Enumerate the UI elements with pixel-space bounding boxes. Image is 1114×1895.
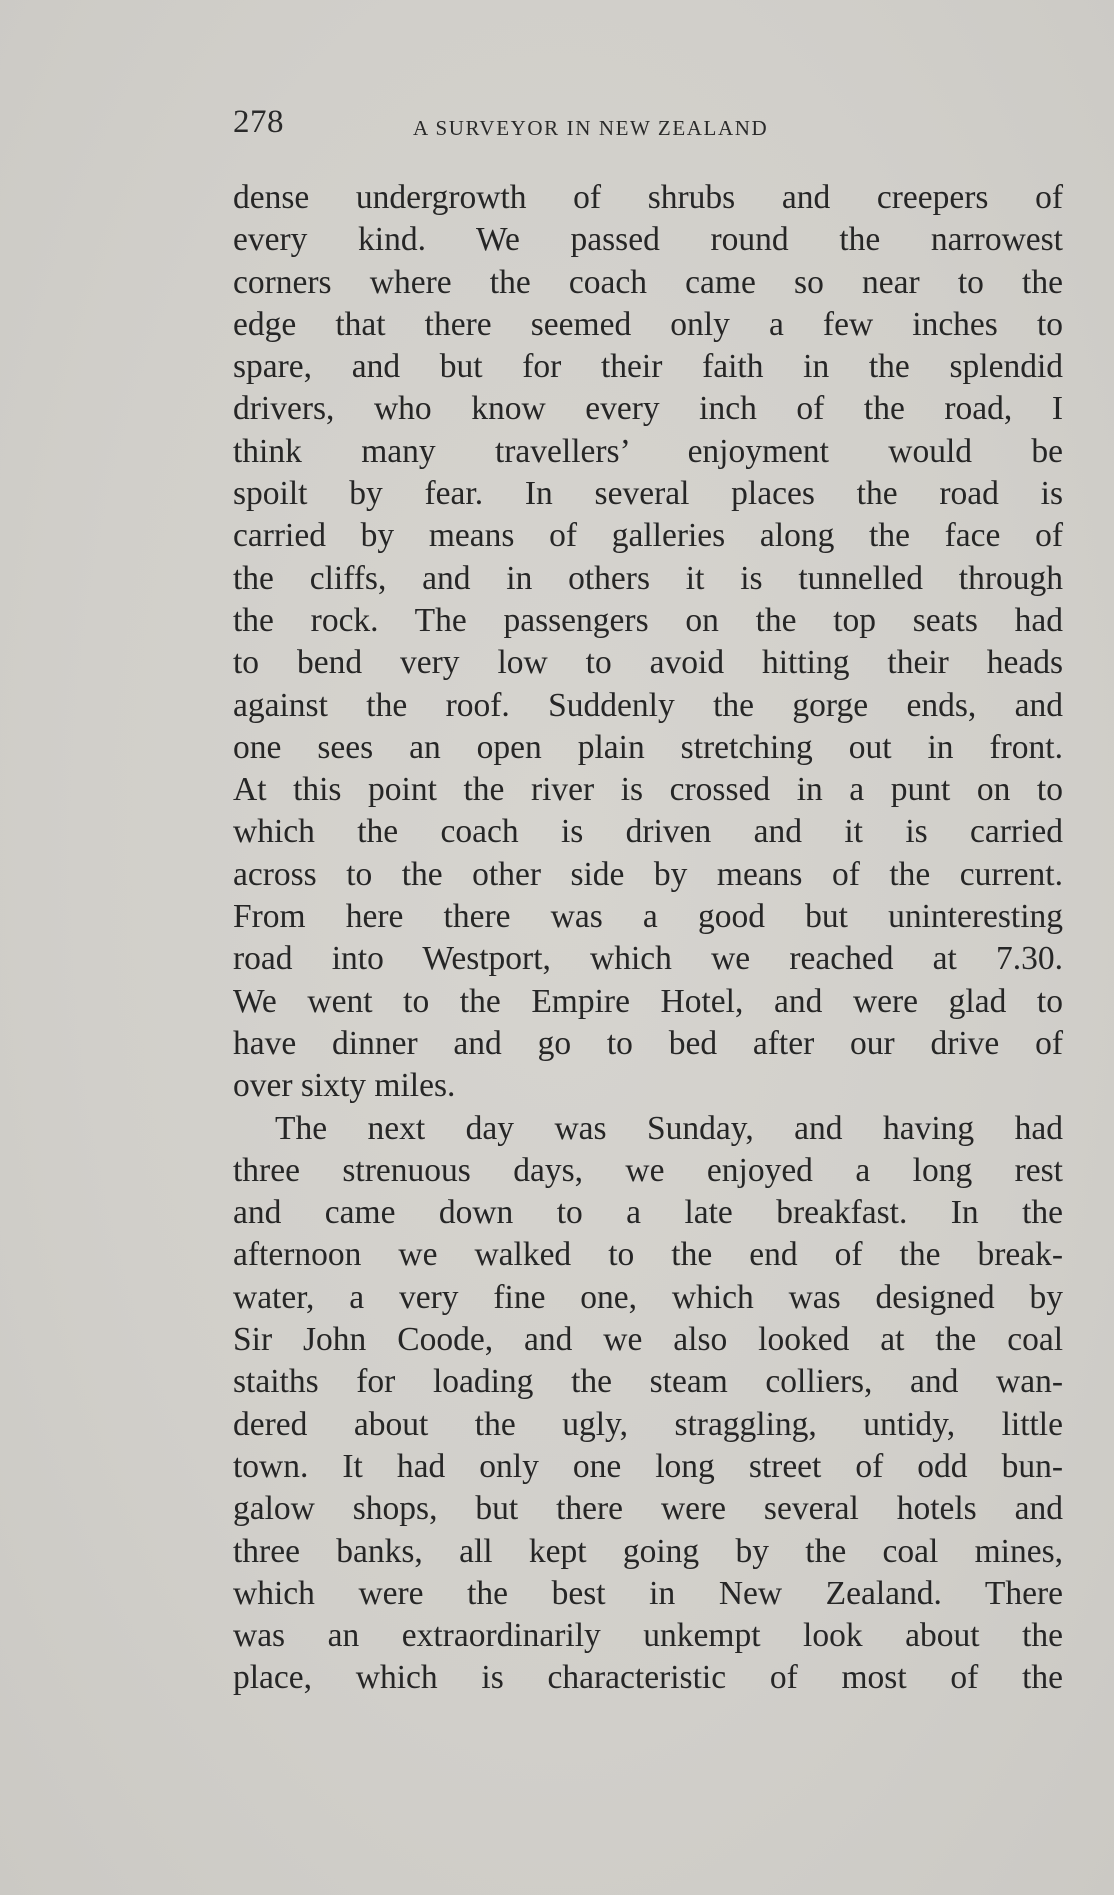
text-line: The next day was Sunday, and having had — [275, 1109, 1063, 1147]
text-line: across to the other side by means of the current. — [233, 855, 1063, 893]
paragraph-1 — [233, 177, 1063, 1108]
text-line: think many travellers’ enjoyment would be — [233, 432, 1063, 470]
text-line: spare, and but for their faith in the splendid — [233, 348, 1063, 386]
text-line: From here there was a good but uninteresting — [233, 898, 1063, 936]
paragraph-2 — [233, 1108, 1063, 1700]
text-line: one sees an open plain stretching out in front. — [233, 728, 1063, 766]
text-line: At this point the river is crossed in a punt on to — [233, 771, 1063, 809]
text-line: afternoon we walked to the end of the break- — [233, 1236, 1063, 1274]
text-line: dered about the ugly, straggling, untidy, little — [233, 1405, 1063, 1443]
text-line: to bend very low to avoid hitting their heads — [233, 644, 1063, 682]
text-line: road into Westport, which we reached at 7.30. — [233, 940, 1063, 978]
text-line: the rock. The passengers on the top seats had — [233, 601, 1063, 639]
page-number: 278 — [233, 104, 284, 140]
text-line: was an extraordinarily unkempt look about the — [233, 1617, 1063, 1655]
text-line: Sir John Coode, and we also looked at the coal — [233, 1321, 1063, 1359]
text-line: and came down to a late breakfast. In the — [233, 1194, 1063, 1232]
text-line: dense undergrowth of shrubs and creepers of — [233, 179, 1063, 216]
text-line: place, which is characteristic of most of the — [233, 1659, 1063, 1697]
book-title: A SURVEYOR IN NEW ZEALAND — [413, 116, 769, 140]
text-line: edge that there seemed only a few inches to — [233, 305, 1063, 343]
text-line: three strenuous days, we enjoyed a long rest — [233, 1151, 1063, 1189]
text-line: the cliffs, and in others it is tunnelled through — [233, 559, 1063, 597]
text-line: which the coach is driven and it is carried — [233, 813, 1063, 851]
running-head — [233, 104, 1063, 144]
text-line: over sixty miles. — [233, 1067, 456, 1105]
text-line: which were the best in New Zealand. There — [233, 1574, 1063, 1612]
text-line: town. It had only one long street of odd bun- — [233, 1447, 1063, 1485]
text-line: have dinner and go to bed after our drive of — [233, 1024, 1063, 1062]
text-line: drivers, who know every inch of the road, I — [233, 390, 1063, 428]
text-line: staiths for loading the steam colliers, and wan- — [233, 1363, 1063, 1401]
text-line: galow shops, but there were several hotels and — [233, 1490, 1063, 1528]
text-line: water, a very fine one, which was designed by — [233, 1278, 1063, 1316]
text-line: carried by means of galleries along the face of — [233, 517, 1063, 555]
text-line: three banks, all kept going by the coal mines, — [233, 1532, 1063, 1570]
body-text — [233, 177, 1063, 1700]
text-line: spoilt by fear. In several places the road is — [233, 475, 1063, 513]
text-line: We went to the Empire Hotel, and were glad to — [233, 982, 1063, 1020]
text-line: corners where the coach came so near to the — [233, 263, 1063, 301]
text-line: every kind. We passed round the narrowest — [233, 221, 1063, 259]
text-line: against the roof. Suddenly the gorge ends, and — [233, 686, 1063, 724]
